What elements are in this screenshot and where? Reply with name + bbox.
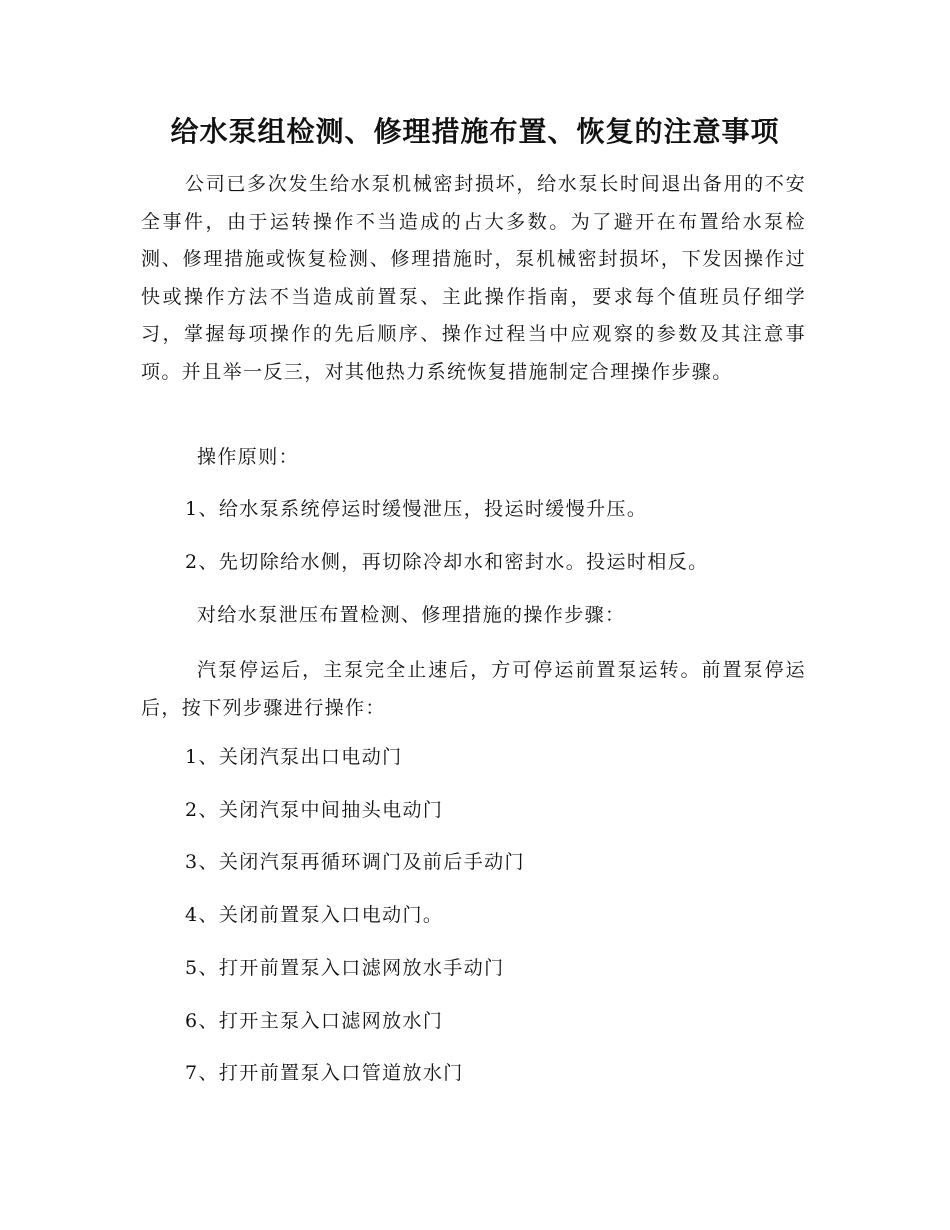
- step-item: 7、打开前置泵入口管道放水门: [185, 1062, 464, 1084]
- steps-heading: 对给水泵泄压布置检测、修理措施的操作步骤：: [197, 604, 626, 626]
- intro-paragraph: 公司已多次发生给水泵机械密封损坏，给水泵长时间退出备用的不安全事件，由于运转操作不当造成的占大多数。为了避开在布置给水泵检测、修理措施或恢复检测、修理措施时，泵机械密封损坏，下发因操作过快或操作方法不当造成前置泵、主此操作指南，要求每个值班员仔细学习，掌握每项操作的先后顺序、操作过程当中应观察的参数及其注意事项。并且举一反三，对其他热力系统恢复措施制定合理操作步骤。: [141, 173, 806, 383]
- step-item: 4、关闭前置泵入口电动门。: [185, 904, 444, 926]
- step-item: 2、关闭汽泵中间抽头电动门: [185, 799, 444, 821]
- principle-item: 2、先切除给水侧，再切除冷却水和密封水。投运时相反。: [185, 551, 709, 573]
- principles-heading: 操作原则：: [197, 446, 300, 468]
- step-item: 3、关闭汽泵再循环调门及前后手动门: [185, 851, 525, 873]
- step-item: 6、打开主泵入口滤网放水门: [185, 1010, 444, 1032]
- principle-item: 1、给水泵系统停运时缓慢泄压，投运时缓慢升压。: [185, 498, 648, 520]
- steps-intro-paragraph: 汽泵停运后，主泵完全止速后，方可停运前置泵运转。前置泵停运后，按下列步骤进行操作：: [141, 659, 806, 719]
- step-item: 1、关闭汽泵出口电动门: [185, 746, 403, 768]
- step-item: 5、打开前置泵入口滤网放水手动门: [185, 957, 505, 979]
- document-title: 给水泵组检测、修理措施布置、恢复的注意事项: [170, 115, 780, 148]
